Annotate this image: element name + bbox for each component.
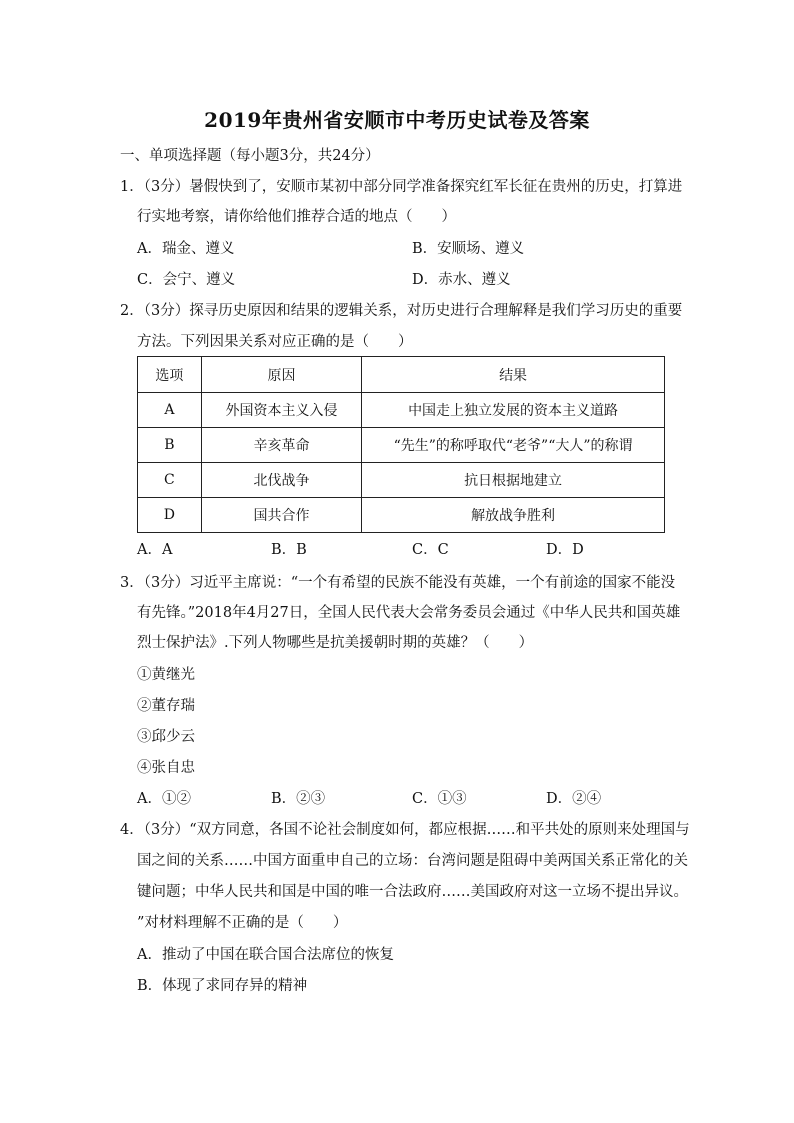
q3-stem-line3: 烈士保护法》.下列人物哪些是抗美援朝时期的英雄？（ ） xyxy=(137,635,534,651)
q3-item: ①黄继光 xyxy=(137,667,195,683)
table-row xyxy=(138,498,665,533)
q4-stem-line1: 4．（3分）“双方同意，各国不论社会制度如何，都应根据……和平共处的原则来处理国与 xyxy=(120,822,690,838)
table-cell: 辛亥革命 xyxy=(201,428,361,463)
table-cell: 解放战争胜利 xyxy=(362,498,665,533)
table-cell: B xyxy=(138,428,202,463)
q3-option-c: C．①③ xyxy=(412,791,467,807)
q4-stem-line4: ”对材料理解不正确的是（ ） xyxy=(137,915,348,931)
table-cell: D xyxy=(138,498,202,533)
q4-stem-line3: 键问题；中华人民共和国是中国的唯一合法政府……美国政府对这一立场不提出异议。 xyxy=(137,884,688,900)
q4-option-a: A．推动了中国在联合国合法席位的恢复 xyxy=(137,947,394,963)
q3-option-a: A．①② xyxy=(137,791,191,807)
table-cell: “先生”的称呼取代“老爷”“大人”的称谓 xyxy=(362,428,665,463)
q3-item: ④张自忠 xyxy=(137,760,195,776)
q2-option-a: A．A xyxy=(137,542,173,558)
q1-option-d: D．赤水、遵义 xyxy=(412,272,511,288)
q3-item: ③邱少云 xyxy=(137,729,195,745)
table-cell: C xyxy=(138,463,202,498)
q2-stem-line2: 方法。下列因果关系对应正确的是（ ） xyxy=(137,334,413,350)
q4-option-b: B．体现了求同存异的精神 xyxy=(137,978,308,994)
table-cell: 中国走上独立发展的资本主义道路 xyxy=(362,393,665,428)
table-header-cell: 选项 xyxy=(138,357,202,393)
table-header-cell: 结果 xyxy=(362,357,665,393)
page-title: 2019年贵州省安顺市中考历史试卷及答案 xyxy=(204,108,590,132)
table-cell: 抗日根据地建立 xyxy=(362,463,665,498)
table-row xyxy=(138,463,665,498)
table-cell: 外国资本主义入侵 xyxy=(201,393,361,428)
q1-stem-line1: 1．（3分）暑假快到了，安顺市某初中部分同学准备探究红军长征在贵州的历史，打算进 xyxy=(120,179,683,195)
q3-item: ②董存瑞 xyxy=(137,698,195,714)
q3-option-b: B．②③ xyxy=(271,791,326,807)
q1-option-a: A．瑞金、遵义 xyxy=(137,241,235,257)
table-row xyxy=(138,428,665,463)
table-cell: A xyxy=(138,393,202,428)
q1-option-c: C．会宁、遵义 xyxy=(137,272,236,288)
table-cell: 国共合作 xyxy=(201,498,361,533)
table-cell: 北伐战争 xyxy=(201,463,361,498)
section-heading: 一、单项选择题（每小题3分，共24分） xyxy=(120,148,380,164)
q3-stem-line2: 有先锋。”2018年4月27日，全国人民代表大会常务委员会通过《中华人民共和国英雄 xyxy=(137,605,681,621)
q3-option-d: D．②④ xyxy=(546,791,602,807)
q4-stem-line2: 国之间的关系……中国方面重申自己的立场：台湾问题是阻碍中美两国关系正常化的关 xyxy=(137,853,688,869)
q2-option-b: B．B xyxy=(271,542,307,558)
q2-option-c: C．C xyxy=(412,542,449,558)
q3-stem-line1: 3．（3分）习近平主席说：“一个有希望的民族不能没有英雄，一个有前途的国家不能没 xyxy=(120,575,676,591)
q1-option-b: B．安顺场、遵义 xyxy=(412,241,525,257)
q2-option-d: D．D xyxy=(546,542,584,558)
q2-stem-line1: 2．（3分）探寻历史原因和结果的逻辑关系，对历史进行合理解释是我们学习历史的重要 xyxy=(120,303,683,319)
table-header-cell: 原因 xyxy=(201,357,361,393)
q1-stem-line2: 行实地考察，请你给他们推荐合适的地点（ ） xyxy=(137,209,456,225)
table-header-row xyxy=(138,357,665,393)
table-row xyxy=(138,393,665,428)
q2-cause-effect-table xyxy=(137,356,665,533)
